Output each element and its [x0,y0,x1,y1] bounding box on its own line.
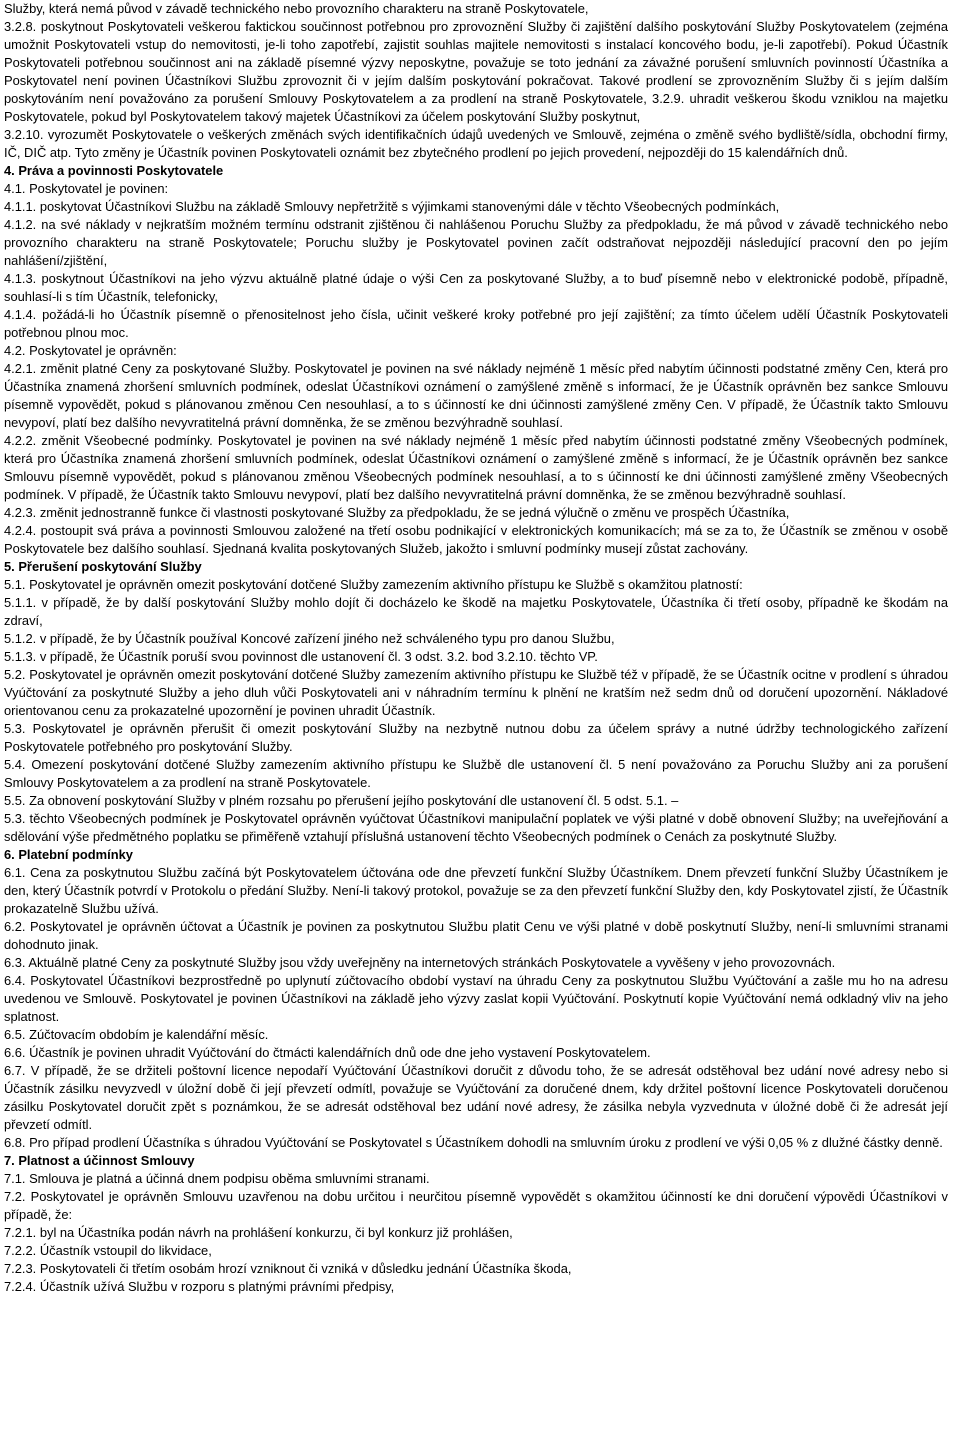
paragraph: 4.2.2. změnit Všeobecné podmínky. Poskytovatel je povinen na své náklady nejméně 1 měsíc před nabytím účinnosti podstatné změny Všeobecných podmínek, která pro Účastníka znamená zhoršení smluvních podmínek, odeslat Účastníkovi oznámení o zamýšlené změně s informací, že je Účastník oprávněn bez sankce Smlouvu písemně vypovědět, pokud s plánovanou změnou Všeobecných podmínek nesouhlasí, a to s účinností ke dni účinnosti zamýšlené změny Všeobecných podmínek. V případě, že Účastník takto Smlouvu nevypoví, platí bez dalšího nevyvratitelná právní domněnka, že se změnou bezvýhradně souhlasí. [4,433,948,502]
paragraph: 4.1.4. požádá-li ho Účastník písemně o přenositelnost jeho čísla, učinit veškeré kroky potřebné pro její zajištění; za tímto účelem udělí Účastník Poskytovateli potřebnou plnou moc. [4,307,948,340]
paragraph: 4.1.2. na své náklady v nejkratším možném termínu odstranit zjištěnou či nahlášenou Poruchu Služby za předpokladu, že má původ v závadě technického nebo provozního charakteru na straně Poskytovatele; Poruchu služby je Poskytovatel povinen začít odstraňovat nejpozději následující pracovní den po jejím nahlášení/zjištění, [4,217,948,268]
section-heading: 7. Platnost a účinnost Smlouvy [4,1153,195,1168]
paragraph: 6.8. Pro případ prodlení Účastníka s úhradou Vyúčtování se Poskytovatel s Účastníkem dohodli na smluvním úroku z prodlení ve výši 0,05 % z dlužné částky denně. [4,1135,943,1150]
paragraph: 4.1.3. poskytnout Účastníkovi na jeho výzvu aktuálně platné údaje o výši Cen za poskytované Služby, a to buď písemně nebo v elektronické podobě, případně, souhlasí-li s tím Účastník, telefonicky, [4,271,948,304]
paragraph: 5.1.3. v případě, že Účastník poruší svou povinnost dle ustanovení čl. 3 odst. 3.2. bod 3.2.10. těchto VP. [4,649,598,664]
paragraph: 6.7. V případě, že se držiteli poštovní licence nepodaří Vyúčtování Účastníkovi doručit z důvodu toho, že se adresát odstěhoval bez udání nové adresy nebo si Účastník zásilku nevyzvedl v úložní době či její převzetí odmítl, považuje se Vyúčtování za doručené dnem, kdy držitel poštovní licence Poskytovateli doručenou zásilku Poskytovatel doručit zpět s poznámkou, že se adresát odstěhoval bez udání nové adresy, že zásilka nebyla vyzvednuta v úložné době či že adresát její převzetí odmítl. [4,1063,948,1132]
paragraph: 6.5. Zúčtovacím obdobím je kalendářní měsíc. [4,1027,269,1042]
paragraph: 7.2. Poskytovatel je oprávněn Smlouvu uzavřenou na dobu určitou i neurčitou písemně vypovědět s okamžitou účinností ke dni doručení výpovědi Účastníkovi v případě, že: [4,1189,948,1222]
paragraph: 4.2.1. změnit platné Ceny za poskytované Služby. Poskytovatel je povinen na své náklady nejméně 1 měsíc před nabytím účinnosti podstatné změny Cen, která pro Účastníka znamená zhoršení smluvních podmínek, odeslat Účastníkovi oznámení o zamýšlené změně s informací, že je Účastník oprávněn bez sankce Smlouvu písemně vypovědět, pokud s plánovanou změnou Cen nesouhlasí, a to s účinností ke dni účinnosti zamýšlené změny Cen. V případě, že Účastník takto Smlouvu nevypoví, platí bez dalšího nevyvratitelná právní domněnka, že se změnou bezvýhradně souhlasí. [4,361,948,430]
paragraph: 6.2. Poskytovatel je oprávněn účtovat a Účastník je povinen za poskytnutou Službu platit Cenu ve výši platné v době poskytnutí Služby, není-li smluvními stranami dohodnuto jinak. [4,919,948,952]
paragraph: Služby, která nemá původ v závadě technického nebo provozního charakteru na straně Poskytovatele, [4,1,589,16]
paragraph: 4.2.3. změnit jednostranně funkce či vlastnosti poskytované Služby za předpokladu, že se jedná výlučně o změnu ve prospěch Účastníka, [4,505,790,520]
section-heading: 6. Platební podmínky [4,847,133,862]
paragraph: 4.2.4. postoupit svá práva a povinnosti Smlouvou založené na třetí osobu podnikající v elektronických komunikacích; má se za to, že Účastník se změnou v osobě Poskytovatele bez dalšího souhlasí. Sjednaná kvalita poskytovaných Služeb, jakožto i smluvní podmínky musejí zůstat zachovány. [4,523,948,556]
paragraph: 5.4. Omezení poskytování dotčené Služby zamezením aktivního přístupu ke Službě dle ustanovení čl. 5 není považováno za Poruchu Služby ani za porušení Smlouvy Poskytovatelem a za prodlení na straně Poskytovatele. [4,757,948,790]
paragraph: 5.5. Za obnovení poskytování Služby v plném rozsahu po přerušení jejího poskytování dle ustanovení čl. 5 odst. 5.1. – [4,793,679,808]
paragraph: 6.6. Účastník je povinen uhradit Vyúčtování do čtmácti kalendářních dnů ode dne jeho vystavení Poskytovatelem. [4,1045,651,1060]
paragraph: 4.2. Poskytovatel je oprávněn: [4,343,177,358]
paragraph: 6.4. Poskytovatel Účastníkovi bezprostředně po uplynutí zúčtovacího období vystaví na úhradu Ceny za poskytnutou Službu Vyúčtování a zašle mu ho na adresu uvedenou ve Smlouvě. Poskytovatel je povinen Účastníkovi na základě jeho výzvy zaslat kopii Vyúčtování. Poskytnutí kopie Vyúčtování nemá odkladný vliv na jeho splatnost. [4,973,948,1024]
paragraph: 5.1. Poskytovatel je oprávněn omezit poskytování dotčené Služby zamezením aktivního přístupu ke Službě s okamžitou platností: [4,577,743,592]
section-heading: 4. Práva a povinnosti Poskytovatele [4,163,224,178]
paragraph: 5.3. těchto Všeobecných podmínek je Poskytovatel oprávněn vyúčtovat Účastníkovi manipulační poplatek ve výši platné v době obnovení Služby; na uveřejňování a sdělování výše předmětného poplatku se přiměřeně vztahují příslušná ustanovení těchto Všeobecných podmínek o Cenách za poskytnuté Služby. [4,811,948,844]
paragraph: 5.1.1. v případě, že by další poskytování Služby mohlo dojít či docházelo ke škodě na majetku Poskytovatele, Účastníka či třetí osoby, případně ke škodám na zdraví, [4,595,948,628]
paragraph: 6.3. Aktuálně platné Ceny za poskytnuté Služby jsou vždy uveřejněny na internetových stránkách Poskytovatele a vyvěšeny v jeho provozovnách. [4,955,836,970]
section-heading: 5. Přerušení poskytování Služby [4,559,202,574]
paragraph: 7.1. Smlouva je platná a účinná dnem podpisu oběma smluvními stranami. [4,1171,430,1186]
paragraph: 5.2. Poskytovatel je oprávněn omezit poskytování dotčené Služby zamezením aktivního přístupu ke Službě též v případě, že se Účastník ocitne v prodlení s úhradou Vyúčtování za poskytnuté Služby a jeho dluh vůči Poskytovateli ani v náhradním termínu k plnění ne kratším než sedm dnů od doručení upozornění. Nákladové orientovanou cenu za prokazatelné upozornění je povinen uhradit Účastník. [4,667,948,718]
paragraph: 3.2.10. vyrozumět Poskytovatele o veškerých změnách svých identifikačních údajů uvedených ve Smlouvě, zejména o změně svého bydliště/sídla, obchodní firmy, IČ, DIČ atp. Tyto změny je Účastník povinen Poskytovateli oznámit bez zbytečného prodlení po jejich provedení, nejpozději do 15 kalendářních dnů. [4,127,948,160]
paragraph: 7.2.1. byl na Účastníka podán návrh na prohlášení konkurzu, či byl konkurz již prohlášen, [4,1225,513,1240]
paragraph: 4.1. Poskytovatel je povinen: [4,181,169,196]
paragraph: 6.1. Cena za poskytnutou Službu začíná být Poskytovatelem účtována ode dne převzetí funkční Služby Účastníkem. Dnem převzetí funkční Služby Účastníkem je den, který Účastník potvrdí v Protokolu o předání Služby. Není-li takový protokol, považuje se za den převzetí funkční Služby den, kdy Poskytovatel zjistí, že Účastník prokazatelně Službu užívá. [4,865,948,916]
paragraph: 5.3. Poskytovatel je oprávněn přerušit či omezit poskytování Služby na nezbytně nutnou dobu za účelem správy a nutné údržby technologického zařízení Poskytovatele potřebného pro poskytování Služby. [4,721,948,754]
paragraph: 7.2.2. Účastník vstoupil do likvidace, [4,1243,212,1258]
paragraph: 7.2.4. Účastník užívá Službu v rozporu s platnými právními předpisy, [4,1279,395,1294]
paragraph: 5.1.2. v případě, že by Účastník používal Koncové zařízení jiného než schváleného typu pro danou Službu, [4,631,615,646]
paragraph: 3.2.8. poskytnout Poskytovateli veškerou faktickou součinnost potřebnou pro zprovoznění Služby či zajištění dalšího poskytování Služby Poskytovatelem (zejména umožnit Poskytovateli vstup do nemovitosti, je-li toho zapotřebí, zajistit souhlas majitele nemovitosti s instalací koncového bodu, je-li zapotřebí). Pokud Účastník Poskytovateli potřebnou součinnost ani na základě písemné výzvy neposkytne, považuje se toto jednání za závažné porušení smluvních povinností Účastníka a Poskytovatel není povinen Účastníkovi Službu zprovoznit či v jejím dalším poskytování pokračovat. Takové prodlení se zprovozněním Služby či s jejím dalším poskytováním není považováno za porušení Smlouvy Poskytovatelem a za prodlení na straně Poskytovatele, 3.2.9. uhradit veškerou škodu vzniklou na majetku Poskytovatele, pokud byl Poskytovatelem takový majetek Účastníkovi za účelem poskytování Služby poskytnut, [4,19,948,124]
paragraph: 4.1.1. poskytovat Účastníkovi Službu na základě Smlouvy nepřetržitě s výjimkami stanovenými dále v těchto Všeobecných podmínkách, [4,199,780,214]
paragraph: 7.2.3. Poskytovateli či třetím osobám hrozí vzniknout či vzniká v důsledku jednání Účastníka škoda, [4,1261,572,1276]
